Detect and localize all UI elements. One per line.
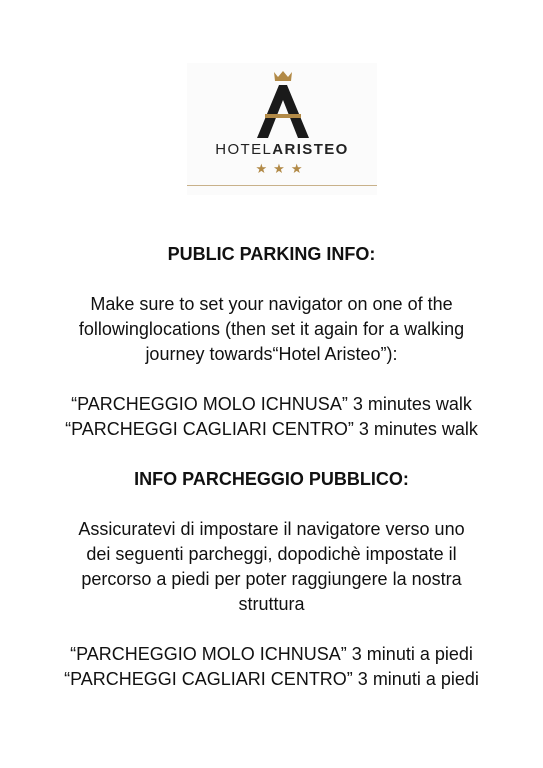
english-instruction-line: followinglocations (then set it again for a walking (78, 319, 465, 339)
hotel-name-bold: ARISTEO (272, 141, 349, 158)
english-instruction-line: journey towards“Hotel Aristeo”): (145, 344, 398, 364)
english-instruction-line: Make sure to set your navigator on one of the (90, 294, 453, 314)
italian-instruction-line: percorso a piedi per poter raggiungere la nostra (81, 569, 462, 589)
italian-location: “PARCHEGGIO MOLO ICHNUSA” 3 minuti a piedi (70, 644, 473, 664)
hotel-logo (187, 63, 377, 195)
italian-instruction-line: dei seguenti parcheggi, dopodichè impostate il (86, 544, 457, 564)
hotel-name (187, 141, 377, 159)
italian-location: “PARCHEGGI CAGLIARI CENTRO” 3 minuti a piedi (64, 669, 479, 689)
italian-instruction-line: Assicuratevi di impostare il navigatore verso uno (78, 519, 465, 539)
italian-heading: INFO PARCHEGGIO PUBBLICO: (134, 469, 409, 489)
parking-info (30, 242, 513, 692)
italian-instruction-line: struttura (238, 594, 305, 614)
english-heading: PUBLIC PARKING INFO: (167, 244, 376, 264)
divider (187, 185, 377, 186)
english-location: “PARCHEGGI CAGLIARI CENTRO” 3 minutes walk (65, 419, 478, 439)
hotel-name-light: HOTEL (215, 141, 273, 158)
star-rating: ★★★ (255, 161, 309, 176)
crowned-letter-a-logo-icon (248, 70, 318, 140)
english-location: “PARCHEGGIO MOLO ICHNUSA” 3 minutes walk (71, 394, 472, 414)
